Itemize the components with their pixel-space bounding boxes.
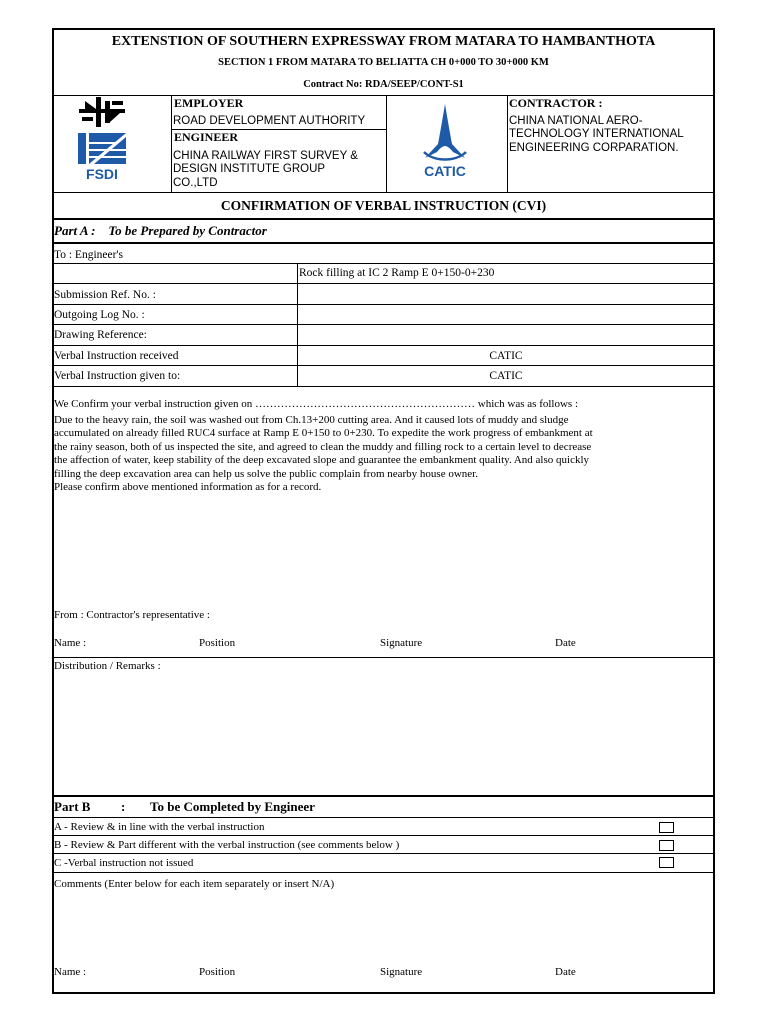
divider	[52, 304, 715, 305]
catic-logo-icon	[420, 102, 470, 164]
divider	[52, 242, 715, 244]
form-title: CONFIRMATION OF VERBAL INSTRUCTION (CVI)	[220, 198, 547, 213]
from-contractor-label: From : Contractor's representative :	[54, 609, 210, 621]
option-c-label: C -Verbal instruction not issued	[54, 857, 194, 869]
date-label: Date	[555, 637, 576, 649]
engineer-label: ENGINEER	[174, 130, 239, 144]
part-b-heading-text: To be Completed by Engineer	[150, 799, 315, 814]
comments-field[interactable]	[54, 893, 714, 959]
body-line: the rainy season, both of us inspected the site, and agreed to clean the muddy and filling rock to a certain level to decrease	[54, 440, 592, 453]
instruction-received-field[interactable]: CATIC	[489, 350, 523, 362]
divider	[52, 345, 715, 346]
divider	[52, 657, 715, 658]
divider	[52, 95, 715, 96]
option-c-checkbox[interactable]	[659, 857, 674, 868]
engineer-value-line: DESIGN INSTITUTE GROUP	[173, 163, 326, 175]
employer-label: EMPLOYER	[174, 96, 244, 110]
divider	[52, 192, 715, 193]
rda-logo-icon	[76, 95, 128, 129]
drawing-reference-label: Drawing Reference:	[54, 329, 147, 341]
divider	[52, 872, 715, 873]
divider	[52, 795, 715, 797]
part-b-heading-part: Part B	[54, 799, 91, 814]
divider	[52, 263, 715, 264]
body-line: the affection of water, keep stability of the deep excavated slope and guarantee the embankment quality. And also quickly	[54, 454, 590, 467]
fsdi-logo-text: FSDI	[86, 166, 118, 182]
part-b-heading-colon: :	[121, 799, 126, 814]
fsdi-logo-icon	[76, 133, 128, 165]
distribution-label: Distribution / Remarks :	[54, 660, 161, 672]
divider	[52, 283, 715, 284]
engineer-name-label: Name :	[54, 966, 87, 978]
to-label: To : Engineer's	[54, 249, 123, 261]
contractor-value-line: TECHNOLOGY INTERNATIONAL	[509, 128, 684, 140]
subject-value[interactable]: Rock filling at IC 2 Ramp E 0+150-0+230	[299, 267, 495, 279]
submission-ref-label: Submission Ref. No. :	[54, 289, 156, 301]
signature-label: Signature	[380, 637, 423, 649]
engineer-value-line: CHINA RAILWAY FIRST SURVEY &	[173, 150, 358, 162]
contract-number: Contract No: RDA/SEEP/CONT-S1	[303, 79, 464, 90]
option-b-label: B - Review & Part different with the verbal instruction (see comments below )	[54, 839, 400, 851]
instruction-received-label: Verbal Instruction received	[54, 350, 179, 362]
divider	[52, 365, 715, 366]
option-a-checkbox[interactable]	[659, 822, 674, 833]
engineer-signature-label: Signature	[380, 966, 423, 978]
divider	[52, 853, 715, 854]
instruction-body[interactable]	[54, 414, 714, 494]
option-b-checkbox[interactable]	[659, 840, 674, 851]
divider	[171, 95, 172, 192]
divider	[52, 386, 715, 387]
comments-label: Comments (Enter below for each item separately or insert N/A)	[54, 878, 335, 890]
option-a-label: A - Review & in line with the verbal instruction	[54, 821, 265, 833]
catic-logo-text: CATIC	[424, 163, 466, 179]
contractor-value-line: ENGINEERING CORPARATION.	[509, 142, 679, 154]
position-label: Position	[199, 637, 236, 649]
instruction-given-field[interactable]: CATIC	[489, 370, 523, 382]
divider	[52, 817, 715, 818]
employer-value: ROAD DEVELOPMENT AUTHORITY	[173, 115, 366, 127]
body-line: Please confirm above mentioned information as for a record.	[54, 481, 322, 494]
body-line: accumulated on already filled RUC4 surface at Ramp E 0+150 to 0+230. To expedite the work progress of embankment at	[54, 427, 593, 440]
engineer-position-label: Position	[199, 966, 236, 978]
engineer-value-line: CO.,LTD	[173, 177, 218, 189]
divider	[386, 95, 387, 192]
divider	[52, 835, 715, 836]
name-label: Name :	[54, 637, 87, 649]
distribution-field[interactable]	[54, 675, 714, 793]
instruction-given-label: Verbal Instruction given to:	[54, 370, 181, 382]
section-title: SECTION 1 FROM MATARA TO BELIATTA CH 0+000 TO 30+000 KM	[218, 57, 549, 68]
divider	[507, 95, 508, 192]
contractor-label: CONTRACTOR :	[509, 96, 603, 110]
divider	[52, 218, 715, 220]
part-a-heading: Part A : To be Prepared by Contractor	[54, 223, 267, 238]
body-line: filling the deep excavation area can help us solve the public complain from nearby house owner.	[54, 467, 478, 480]
engineer-date-label: Date	[555, 966, 576, 978]
project-title: EXTENSTION OF SOUTHERN EXPRESSWAY FROM MATARA TO HAMBANTHOTA	[111, 34, 656, 49]
contractor-value-line: CHINA NATIONAL AERO-	[509, 115, 643, 127]
body-line: Due to the heavy rain, the soil was washed out from Ch.13+200 cutting area. And it caused lots of muddy and sludge	[54, 414, 569, 426]
confirm-line: We Confirm your verbal instruction given on …………………………………………………… which was as follows :	[54, 398, 579, 410]
divider	[52, 324, 715, 325]
outgoing-log-label: Outgoing Log No. :	[54, 309, 145, 321]
